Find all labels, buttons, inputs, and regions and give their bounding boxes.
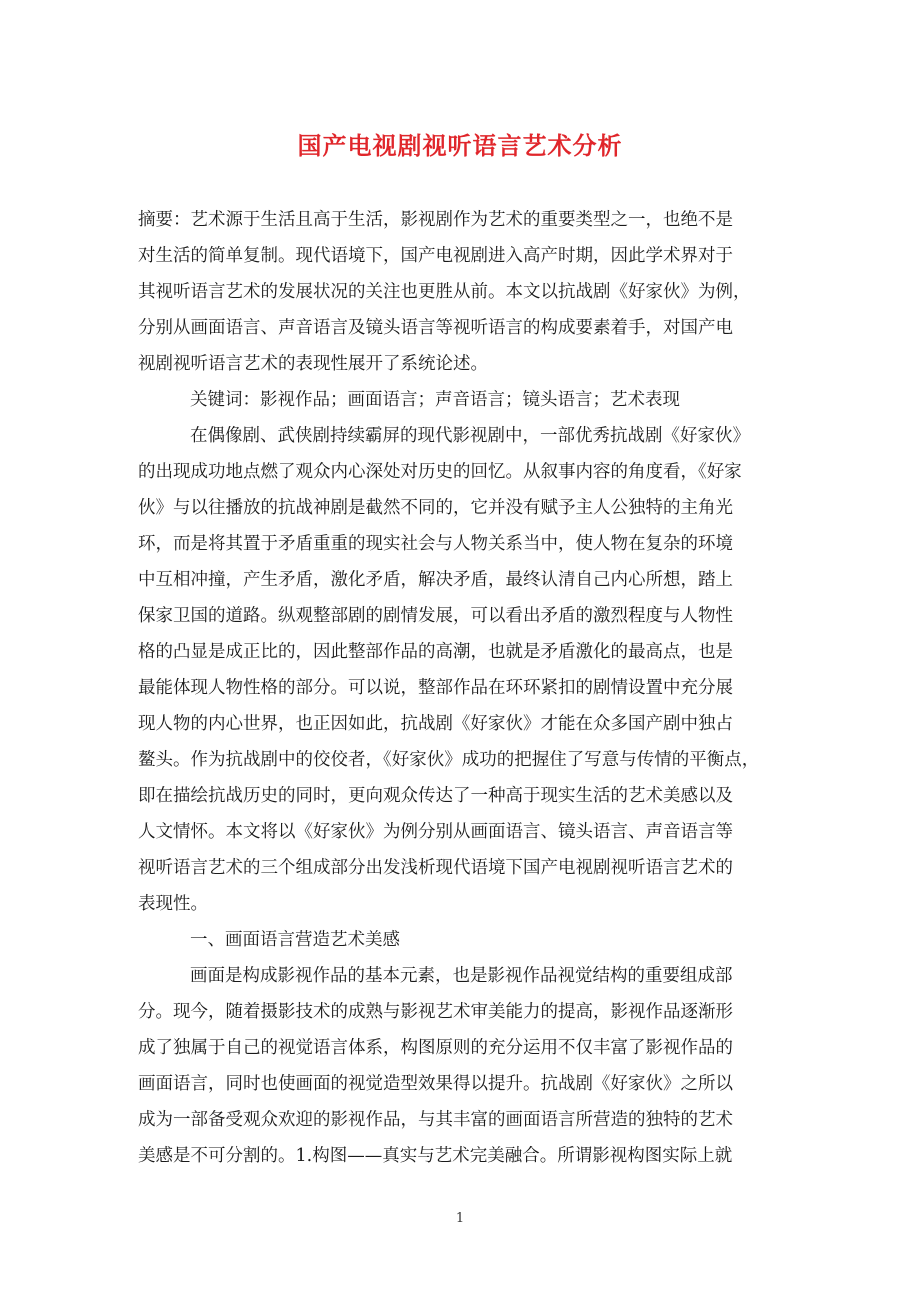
paragraph-line: 画面语言，同时也使画面的视觉造型效果得以提升。抗战剧《好家伙》之所以	[138, 1074, 733, 1094]
paragraph-line: 视剧视听语言艺术的表现性展开了系统论述。	[138, 354, 488, 374]
paragraph-line: 分别从画面语言、声音语言及镜头语言等视听语言的构成要素着手，对国产电	[138, 318, 733, 338]
page-number: 1	[455, 1211, 465, 1226]
paragraph-line: 现人物的内心世界，也正因如此，抗战剧《好家伙》才能在众多国产剧中独占	[138, 714, 733, 734]
paragraph-line: 视听语言艺术的三个组成部分出发浅析现代语境下国产电视剧视听语言艺术的	[138, 858, 733, 878]
document-body	[138, 202, 798, 1174]
paragraph-line: 关键词：影视作品；画面语言；声音语言；镜头语言；艺术表现	[190, 390, 680, 410]
paragraph-line: 成为一部备受观众欢迎的影视作品，与其丰富的画面语言所营造的独特的艺术	[138, 1110, 733, 1130]
paragraph-line: 其视听语言艺术的发展状况的关注也更胜从前。本文以抗战剧《好家伙》为例，	[138, 282, 751, 302]
paragraph-line: 保家卫国的道路。纵观整部剧的剧情发展，可以看出矛盾的激烈程度与人物性	[138, 606, 733, 626]
paragraph-line: 环，而是将其置于矛盾重重的现实社会与人物关系当中，使人物在复杂的环境	[138, 534, 733, 554]
paragraph-line: 对生活的简单复制。现代语境下，国产电视剧进入高产时期，因此学术界对于	[138, 246, 733, 266]
paragraph-line: 的出现成功地点燃了观众内心深处对历史的回忆。从叙事内容的角度看，《好家	[138, 462, 742, 482]
paragraph-line: 美感是不可分割的。1.构图——真实与艺术完美融合。所谓影视构图实际上就	[138, 1146, 733, 1166]
document-title: 国产电视剧视听语言艺术分析	[297, 131, 623, 160]
paragraph-line: 一、画面语言营造艺术美感	[190, 930, 400, 950]
paragraph-line: 分。现今，随着摄影技术的成熟与影视艺术审美能力的提高，影视作品逐渐形	[138, 1002, 733, 1022]
paragraph-line: 鳌头。作为抗战剧中的佼佼者，《好家伙》成功的把握住了写意与传情的平衡点，	[138, 750, 760, 770]
paragraph-line: 中互相冲撞，产生矛盾，激化矛盾，解决矛盾，最终认清自己内心所想，踏上	[138, 570, 733, 590]
paragraph-line: 伙》与以往播放的抗战神剧是截然不同的，它并没有赋予主人公独特的主角光	[138, 498, 733, 518]
paragraph-line: 在偶像剧、武侠剧持续霸屏的现代影视剧中，一部优秀抗战剧《好家伙》	[190, 426, 750, 446]
paragraph-line: 摘要：艺术源于生活且高于生活，影视剧作为艺术的重要类型之一，也绝不是	[138, 210, 733, 230]
paragraph-line: 即在描绘抗战历史的同时，更向观众传达了一种高于现实生活的艺术美感以及	[138, 786, 733, 806]
paragraph-line: 成了独属于自己的视觉语言体系，构图原则的充分运用不仅丰富了影视作品的	[138, 1038, 733, 1058]
paragraph-line: 格的凸显是成正比的，因此整部作品的高潮，也就是矛盾激化的最高点，也是	[138, 642, 733, 662]
paragraph-line: 表现性。	[138, 894, 208, 914]
paragraph-line: 画面是构成影视作品的基本元素，也是影视作品视觉结构的重要组成部	[190, 966, 733, 986]
paragraph-line: 最能体现人物性格的部分。可以说，整部作品在环环紧扣的剧情设置中充分展	[138, 678, 733, 698]
paragraph-line: 人文情怀。本文将以《好家伙》为例分别从画面语言、镜头语言、声音语言等	[138, 822, 733, 842]
